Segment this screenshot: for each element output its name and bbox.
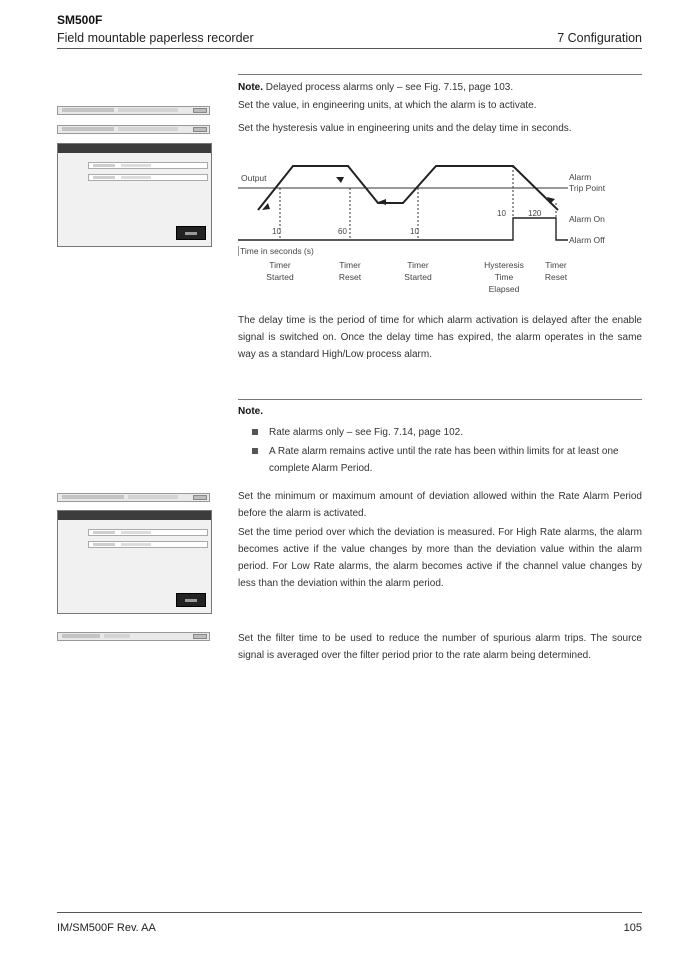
bullet-marker bbox=[252, 448, 258, 454]
trip-label-2: Trip Point bbox=[569, 183, 606, 193]
timer-label-3b: Started bbox=[404, 272, 432, 282]
timer-label-4c: Elapsed bbox=[488, 284, 520, 294]
footer-divider bbox=[57, 912, 642, 913]
para-deviation: Set the minimum or maximum amount of deviation allowed within the Rate Alarm Period before the alarm is activated. bbox=[238, 491, 642, 519]
timer-label-2a: Timer bbox=[339, 260, 361, 270]
header-section: 7 Configuration bbox=[557, 31, 642, 45]
para-trip-value: Set the value, in engineering units, at which the alarm is to activate. bbox=[238, 100, 537, 111]
timer-label-5a: Timer bbox=[545, 260, 567, 270]
note-rate-label bbox=[238, 403, 642, 420]
time-axis-label: Time in seconds (s) bbox=[240, 246, 314, 256]
timer-label-4a: Hysteresis bbox=[484, 260, 524, 270]
timer-label-5b: Reset bbox=[544, 272, 568, 282]
alarm-off-label: Alarm Off bbox=[569, 235, 605, 245]
footer-doc-code: IM/SM500F Rev. AA bbox=[57, 922, 156, 934]
note-label: Note. bbox=[238, 82, 263, 93]
para-filter-time: Set the filter time to be used to reduce the number of spurious alarm trips. The source signal is averaged over the filter period prior to the rate alarm being determined. bbox=[238, 633, 642, 661]
time-label-2: 60 bbox=[338, 227, 347, 236]
time-label-5: 120 bbox=[528, 209, 542, 218]
header-model: SM500F bbox=[57, 13, 103, 27]
timer-label-4b: Time bbox=[494, 272, 514, 282]
bullet-marker bbox=[252, 429, 258, 435]
screen-dialog-period bbox=[57, 510, 212, 614]
alarm-on-label: Alarm On bbox=[569, 214, 605, 224]
note-delayed bbox=[238, 79, 642, 96]
timer-label-2b: Reset bbox=[338, 272, 362, 282]
note-text: Delayed process alarms only – see Fig. 7.15, page 103. bbox=[265, 82, 514, 93]
note-divider-2 bbox=[238, 399, 642, 400]
output-label: Output bbox=[241, 173, 267, 183]
delay-alarm-diagram bbox=[238, 158, 642, 304]
screen-field-filter bbox=[57, 632, 210, 641]
para-hysteresis: Set the hysteresis value in engineering units and the delay time in seconds. bbox=[238, 123, 572, 134]
screen-field-hysteresis bbox=[57, 125, 210, 134]
timer-label-1a: Timer bbox=[269, 260, 291, 270]
time-label-3: 10 bbox=[410, 227, 419, 236]
bullet-rate-only bbox=[252, 424, 642, 441]
header-subtitle: Field mountable paperless recorder bbox=[57, 31, 254, 45]
screen-field-trip bbox=[57, 106, 210, 115]
timer-label-3a: Timer bbox=[407, 260, 429, 270]
note-label-2: Note. bbox=[238, 406, 263, 417]
alarm-state-waveform bbox=[238, 218, 568, 240]
screen-field-deviation bbox=[57, 493, 210, 502]
bullet-text: Rate alarms only – see Fig. 7.14, page 102. bbox=[269, 427, 464, 438]
bullet-text: A Rate alarm remains active until the rate has been within limits for at least one complete Alarm Period. bbox=[269, 446, 619, 474]
note-divider-1 bbox=[238, 74, 642, 75]
para-delay-time: The delay time is the period of time for which alarm activation is delayed after the enable signal is switched on. Once the delay time has expired, the alarm operates in the same way as a standard High/Low process alarm. bbox=[238, 315, 642, 360]
time-label-4: 10 bbox=[497, 209, 506, 218]
footer-page-number: 105 bbox=[623, 922, 642, 934]
trip-label-1: Alarm bbox=[569, 172, 592, 182]
screen-dialog-delay bbox=[57, 143, 212, 247]
bullet-rate-active bbox=[252, 443, 642, 477]
para-alarm-period: Set the time period over which the deviation is measured. For High Rate alarms, the alarm becomes active if the value changes by more than the deviation value within the alarm period. For Low Rate alarms, the alarm becomes active if the channel value changes by less than the deviation within the alarm period. bbox=[238, 527, 642, 589]
time-label-1: 10 bbox=[272, 227, 281, 236]
header-divider bbox=[57, 48, 642, 49]
timer-label-1b: Started bbox=[266, 272, 294, 282]
